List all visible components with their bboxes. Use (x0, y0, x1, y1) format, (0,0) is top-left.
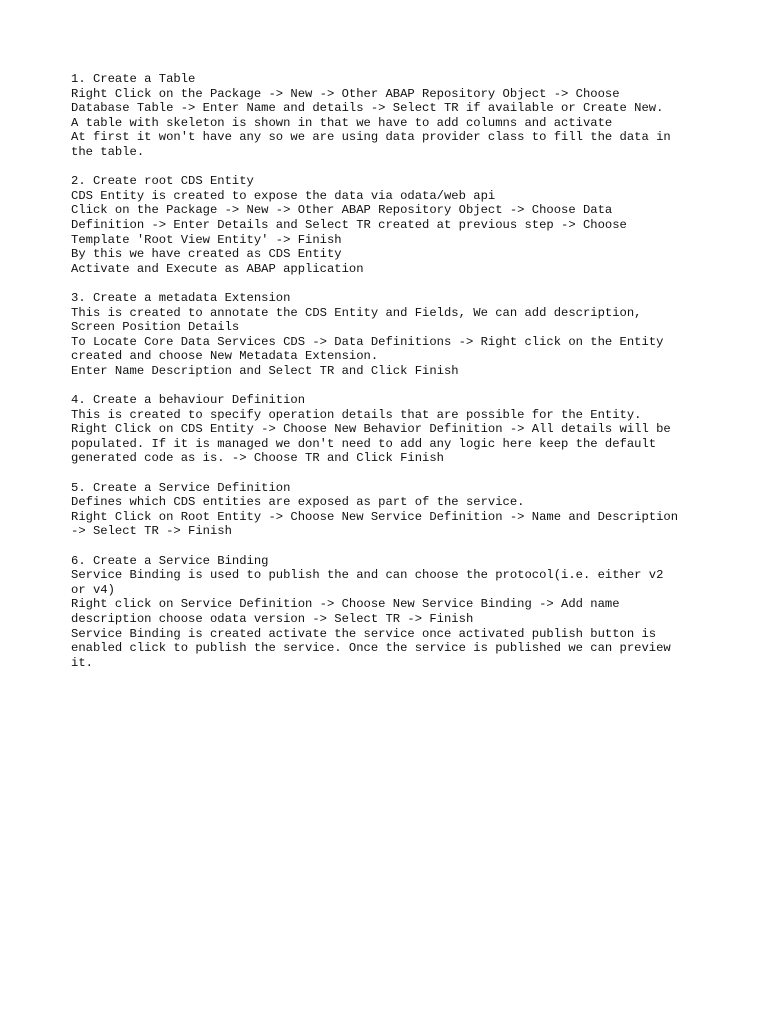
text-line: populated. If it is managed we don't need to add any logic here keep the default (71, 436, 657, 451)
text-line: Right Click on the Package -> New -> Other ABAP Repository Object -> Choose (71, 86, 620, 101)
text-line: Enter Name Description and Select TR and Click Finish (71, 363, 459, 378)
section-1 (71, 72, 711, 160)
text-line: Template 'Root View Entity' -> Finish (71, 232, 342, 247)
section-4 (71, 393, 711, 466)
text-line: -> Select TR -> Finish (71, 524, 232, 539)
section-heading: 4. Create a behaviour Definition (71, 393, 306, 408)
text-line: Database Table -> Enter Name and details -> Select TR if available or Create New. (71, 101, 664, 116)
text-line: CDS Entity is created to expose the data via odata/web api (71, 188, 496, 203)
text-line: or v4) (71, 582, 115, 597)
text-line: By this we have created as CDS Entity (71, 247, 342, 262)
section-5 (71, 481, 711, 539)
text-line: enabled click to publish the service. Once the service is published we can preview (71, 641, 671, 656)
text-line: Defines which CDS entities are exposed as part of the service. (71, 495, 525, 510)
text-line: To Locate Core Data Services CDS -> Data Definitions -> Right click on the Entity (71, 334, 664, 349)
text-line: Service Binding is created activate the service once activated publish button is (71, 626, 657, 641)
section-heading: 2. Create root CDS Entity (71, 174, 254, 189)
section-heading: 1. Create a Table (71, 72, 196, 86)
text-line: it. (71, 655, 93, 670)
section-2 (71, 174, 711, 276)
document-body (71, 72, 711, 685)
text-line: Right Click on CDS Entity -> Choose New Behavior Definition -> All details will be (71, 422, 671, 437)
text-line: Screen Position Details (71, 320, 240, 335)
text-line: Service Binding is used to publish the and can choose the protocol(i.e. either v2 (71, 568, 664, 583)
section-6 (71, 554, 711, 671)
text-line: generated code as is. -> Choose TR and Click Finish (71, 451, 444, 466)
text-line: A table with skeleton is shown in that we have to add columns and activate (71, 115, 613, 130)
text-line: This is created to specify operation details that are possible for the Entity. (71, 407, 642, 422)
text-line: At first it won't have any so we are using data provider class to fill the data in (71, 130, 671, 145)
text-line: Right click on Service Definition -> Choose New Service Binding -> Add name (71, 597, 620, 612)
section-heading: 3. Create a metadata Extension (71, 290, 291, 305)
text-line: This is created to annotate the CDS Entity and Fields, We can add description, (71, 305, 642, 320)
text-line: description choose odata version -> Select TR -> Finish (71, 611, 474, 626)
section-heading: 6. Create a Service Binding (71, 553, 269, 568)
text-line: the table. (71, 144, 145, 159)
text-line: Activate and Execute as ABAP application (71, 261, 364, 276)
text-line: Right Click on Root Entity -> Choose New Service Definition -> Name and Description (71, 509, 679, 524)
section-heading: 5. Create a Service Definition (71, 480, 291, 495)
text-line: created and choose New Metadata Extension. (71, 349, 379, 364)
section-3 (71, 291, 711, 379)
text-line: Click on the Package -> New -> Other ABAP Repository Object -> Choose Data (71, 203, 613, 218)
text-line: Definition -> Enter Details and Select TR created at previous step -> Choose (71, 217, 627, 232)
